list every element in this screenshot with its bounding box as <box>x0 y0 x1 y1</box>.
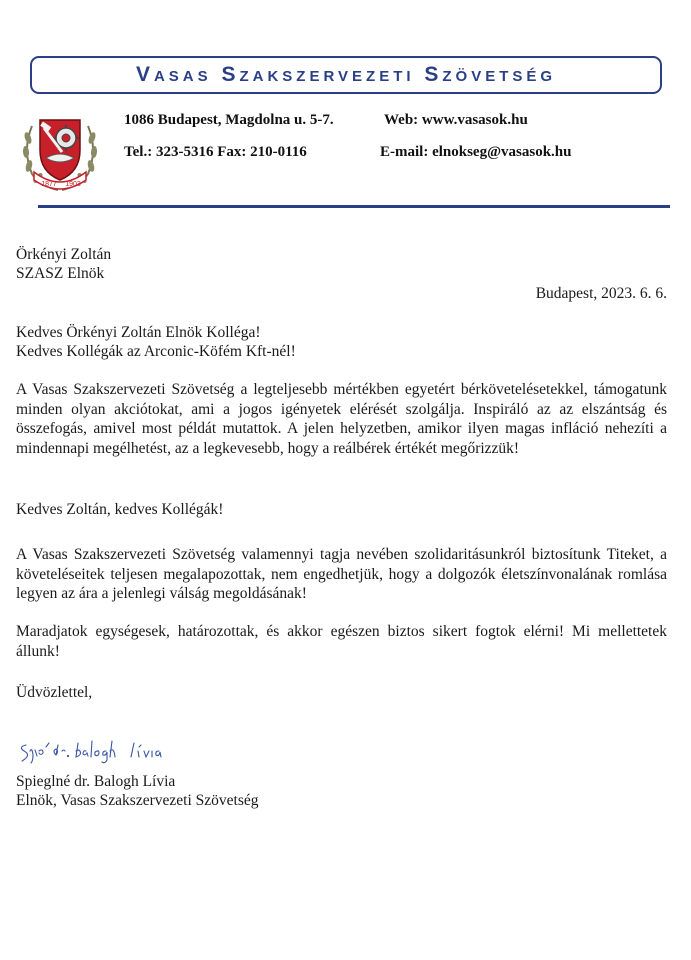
logo-year-left: 1877 <box>41 181 57 188</box>
header-divider <box>38 205 670 208</box>
vasas-emblem-icon <box>18 106 102 198</box>
signer-name: Spieglné dr. Balogh Lívia <box>16 773 176 790</box>
body-paragraph-1: A Vasas Szakszervezeti Szövetség a legteljesebb mértékben egyetért bérkövetelésetekkel, támogatunk minden olyan akciótokat, ami a jogos igényetek elérését szolgálja. Inspiráló az az elszántság és összefogás, amivel most példát mutattok. A jelen helyzetben, amikor ilyen magas infláció nehezíti a mindennapi megélhetést, az a legkevesebb, hogy a reálbérek értékét megőrizzük! <box>16 381 667 457</box>
org-email: E-mail: elnokseg@vasasok.hu <box>380 144 572 160</box>
org-web: Web: www.vasasok.hu <box>384 112 528 128</box>
closing: Üdvözlettel, <box>16 684 93 701</box>
recipient-name: Örkényi Zoltán <box>16 246 112 263</box>
logo-year-right: 1903 <box>65 181 81 188</box>
body-paragraph-3: Maradjatok egységesek, határozottak, és akkor egészen biztos sikert fogtok elérni! Mi mellettetek állunk! <box>16 623 667 660</box>
handwritten-signature <box>16 737 256 767</box>
letterhead-banner <box>30 56 662 94</box>
salutation-line2: Kedves Kollégák az Arconic-Köfém Kft-nél! <box>16 343 296 360</box>
org-address: 1086 Budapest, Magdolna u. 5-7. <box>124 112 334 128</box>
letter-date: Budapest, 2023. 6. 6. <box>535 285 667 302</box>
org-name: Vasas Szakszervezeti Szövetség <box>135 63 557 86</box>
body-greeting-2: Kedves Zoltán, kedves Kollégák! <box>16 501 224 518</box>
org-phone-fax: Tel.: 323-5316 Fax: 210-0116 <box>124 144 307 160</box>
signer-title: Elnök, Vasas Szakszervezeti Szövetség <box>16 792 259 809</box>
body-paragraph-2: A Vasas Szakszervezeti Szövetség valamennyi tagja nevében szolidaritásunkról biztosítunk Titeket, a követeléseitek teljesen megalapozottak, nem engedhetjük, hogy a dolgozók életszínvonalának romlása legyen az ára a jelenlegi válság megoldásának! <box>16 546 667 602</box>
salutation-line1: Kedves Örkényi Zoltán Elnök Kolléga! <box>16 324 261 341</box>
recipient-title: SZASZ Elnök <box>16 265 105 282</box>
